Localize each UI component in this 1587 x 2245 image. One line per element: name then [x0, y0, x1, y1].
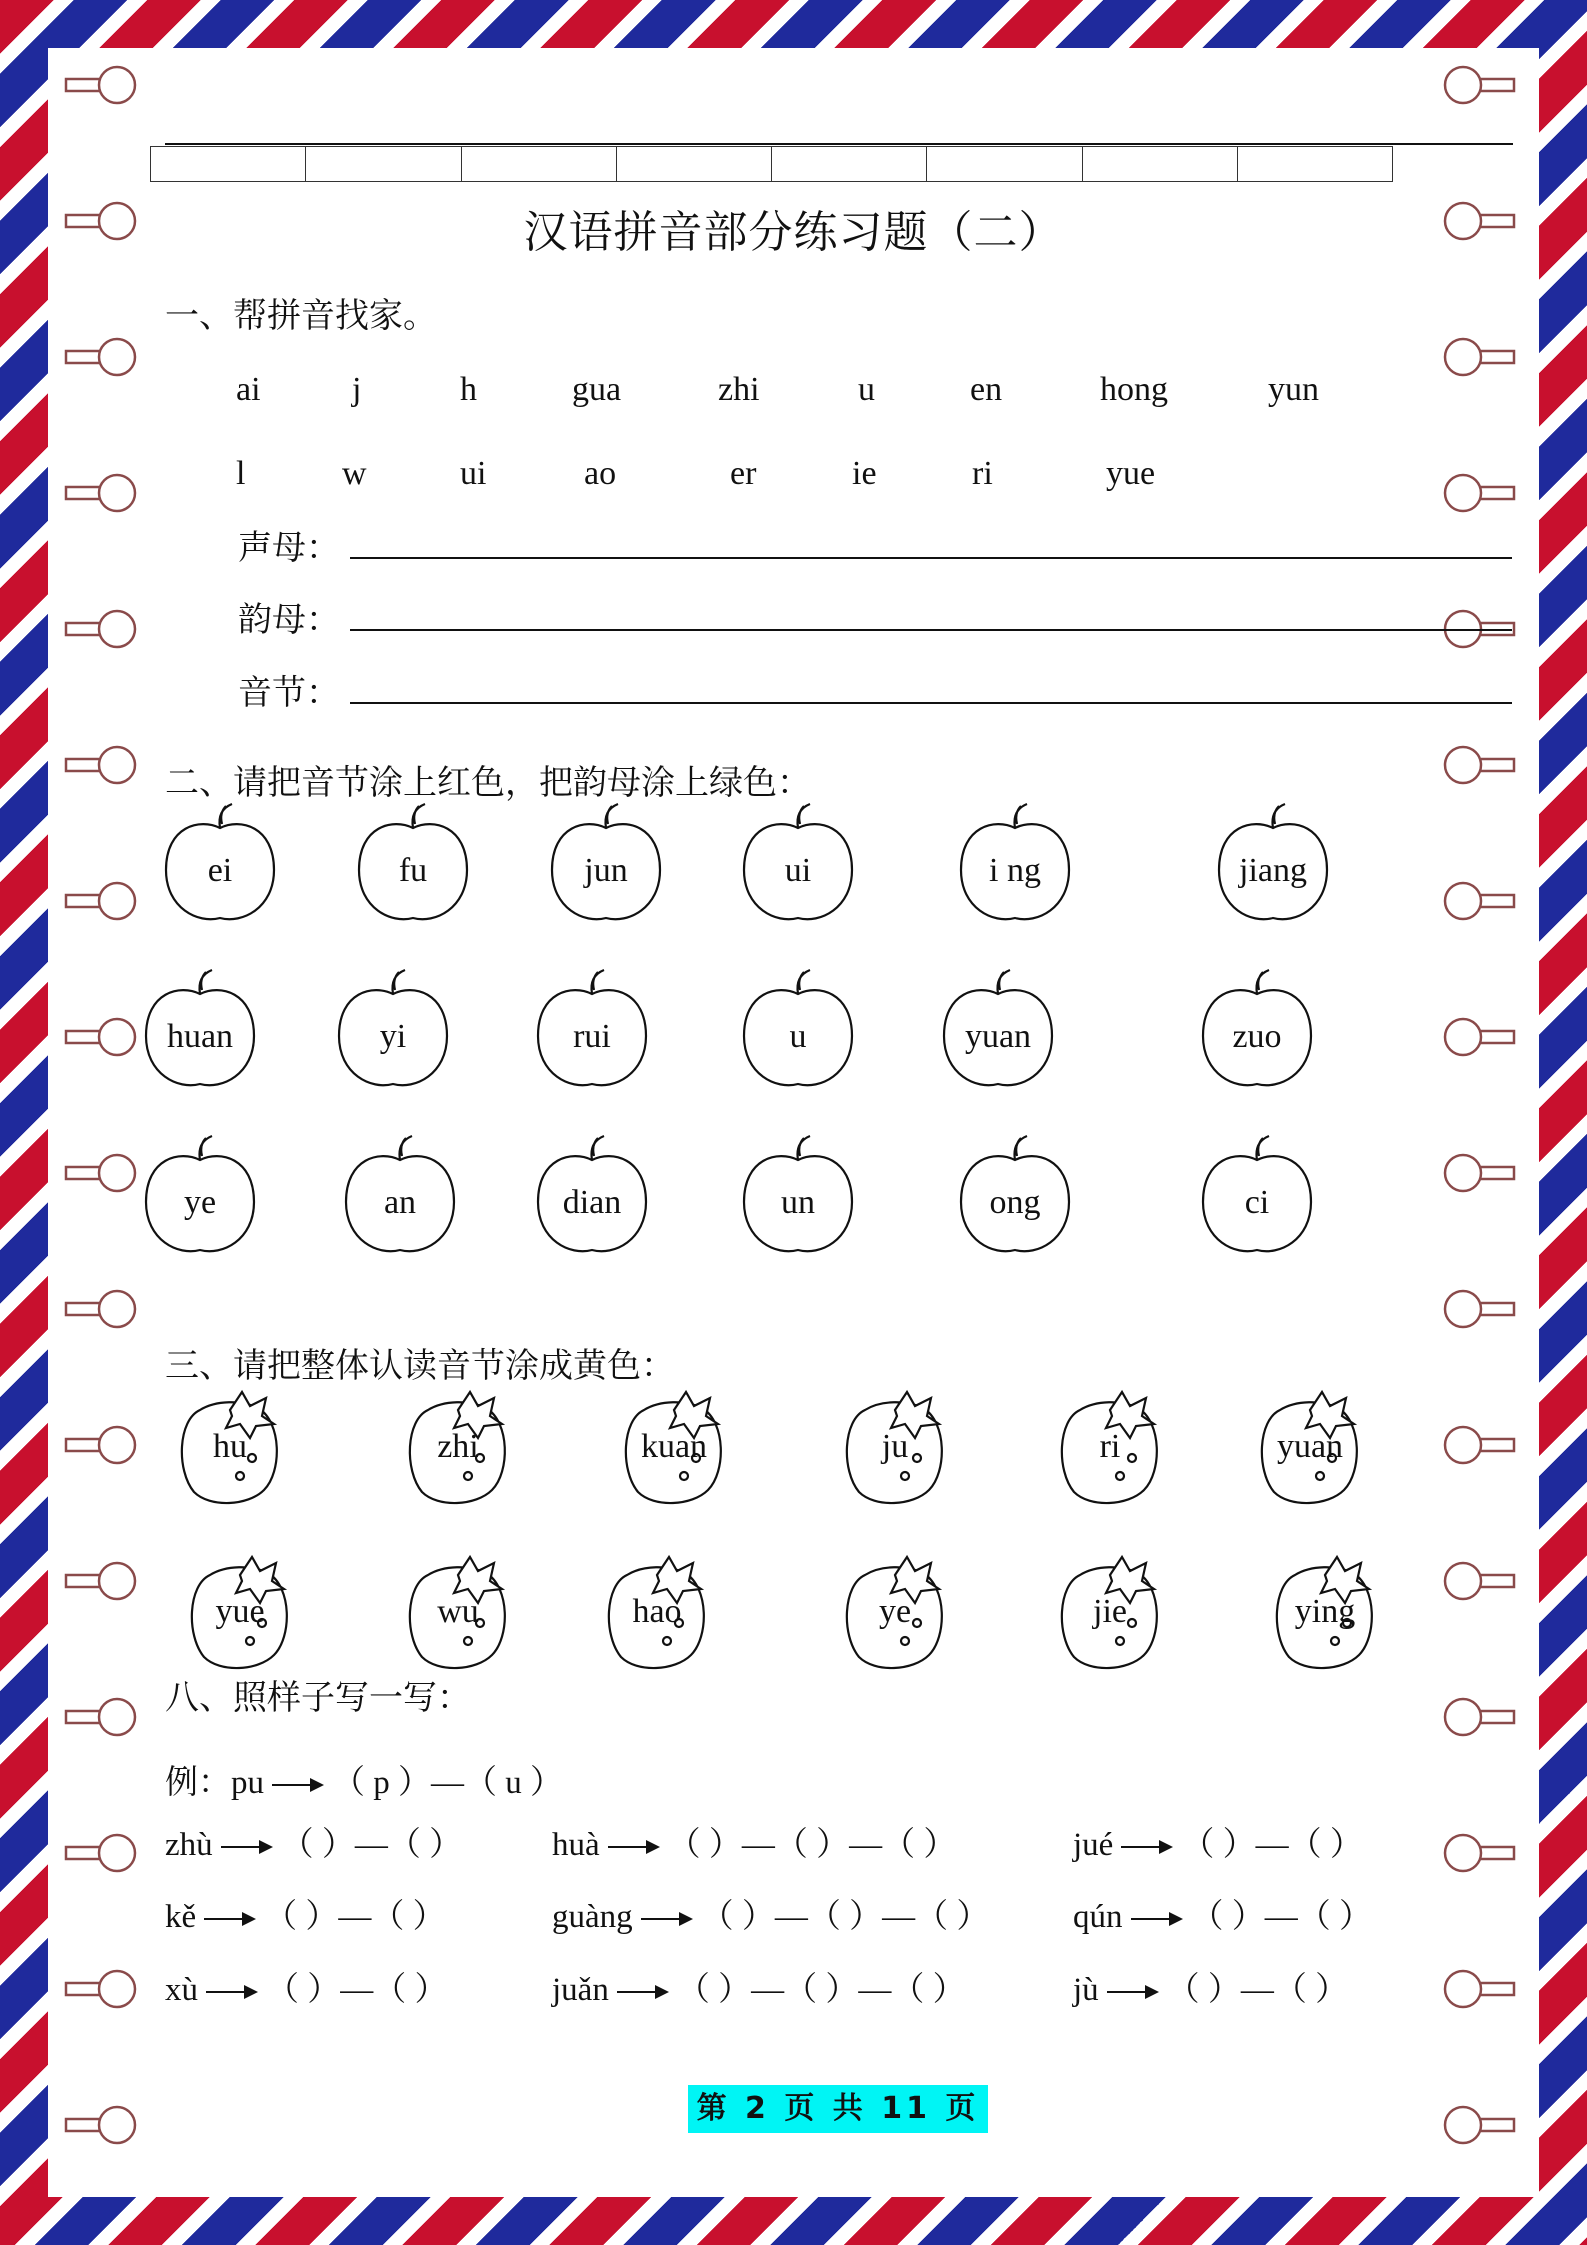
example-initial: p — [373, 1765, 390, 1801]
answer-blanks[interactable]: （ ）—（ ） — [1166, 1972, 1349, 2008]
strawberry-label: kuan — [640, 1428, 708, 1465]
strawberry-item[interactable] — [1050, 1545, 1170, 1675]
example-final: u — [505, 1765, 522, 1801]
apple-label: yuan — [964, 1018, 1032, 1055]
answer-blanks[interactable]: （ ）—（ ） — [280, 1827, 463, 1863]
pinyin-item[interactable]: ie — [852, 455, 877, 492]
strawberry-item[interactable] — [180, 1545, 300, 1675]
apple-item[interactable] — [938, 966, 1058, 1096]
answer-blanks[interactable]: （ ）—（ ）—（ ） — [667, 1827, 957, 1863]
pinyin-item[interactable]: j — [352, 371, 362, 408]
arrow-icon — [204, 1911, 256, 1927]
pinyin-item[interactable]: hong — [1100, 371, 1168, 408]
apple-item[interactable] — [532, 1132, 652, 1262]
apple-label: un — [781, 1184, 815, 1221]
arrow-icon — [1131, 1911, 1183, 1927]
pinyin-item[interactable]: h — [460, 371, 477, 408]
pinyin-item[interactable]: yun — [1268, 371, 1319, 408]
arrow-icon — [617, 1984, 669, 2000]
apple-label: dian — [562, 1184, 622, 1221]
apple-item[interactable] — [532, 966, 652, 1096]
exercise-syllable: kě — [165, 1899, 197, 1935]
apple-item[interactable] — [340, 1132, 460, 1262]
section2-heading: 二、请把音节涂上红色，把韵母涂上绿色： — [165, 765, 811, 802]
exercise-syllable: guàng — [552, 1899, 633, 1935]
apple-label: rui — [573, 1018, 611, 1055]
arrow-icon — [608, 1839, 660, 1855]
strawberry-item[interactable] — [835, 1380, 955, 1510]
example-syllable: 例：pu — [165, 1765, 264, 1801]
apple-item[interactable] — [738, 800, 858, 930]
apple-label: zuo — [1232, 1018, 1282, 1055]
apple-label: an — [383, 1184, 417, 1221]
strawberry-item[interactable] — [1050, 1380, 1170, 1510]
pinyin-item[interactable]: er — [730, 455, 757, 492]
strawberry-item[interactable] — [1250, 1380, 1370, 1510]
strawberry-label: ri — [1099, 1428, 1121, 1465]
apple-label: i ng — [989, 852, 1041, 889]
exercise-item — [165, 1818, 462, 1865]
apple-item[interactable] — [546, 800, 666, 930]
strawberry-label: hu — [213, 1428, 247, 1465]
pinyin-item[interactable]: zhi — [718, 371, 760, 408]
apple-label: fu — [398, 852, 428, 889]
page-title: 汉语拼音部分练习题（二） — [523, 208, 1064, 257]
label-yinjie: 音节： — [238, 675, 340, 712]
exercise-syllable: huà — [552, 1827, 600, 1863]
apple-label: ye — [183, 1184, 217, 1221]
exercise-item — [1073, 1890, 1372, 1937]
label-shengmu: 声母： — [238, 530, 340, 567]
answer-blanks[interactable]: （ ）—（ ）—（ ） — [700, 1899, 990, 1935]
strawberry-item[interactable] — [1265, 1545, 1385, 1675]
section3-heading: 三、请把整体认读音节涂成黄色： — [165, 1348, 675, 1385]
arrow-icon — [221, 1839, 273, 1855]
strawberry-label: ying — [1294, 1593, 1356, 1630]
apple-label: huan — [166, 1018, 234, 1055]
pinyin-item[interactable]: ri — [972, 455, 993, 492]
exercise-item — [552, 1818, 956, 1865]
apple-item[interactable] — [140, 966, 260, 1096]
exercise-syllable: zhù — [165, 1827, 213, 1863]
answer-line-yinjie[interactable] — [350, 702, 1512, 704]
answer-blanks[interactable]: （ ）—（ ） — [1190, 1899, 1372, 1935]
exercise-syllable: qún — [1073, 1899, 1123, 1935]
strawberry-item[interactable] — [170, 1380, 290, 1510]
answer-blanks[interactable]: （ ）—（ ） — [266, 1972, 448, 2008]
pinyin-item[interactable]: u — [858, 371, 875, 408]
exercise-item — [165, 1890, 446, 1937]
arrow-icon — [1107, 1984, 1159, 2000]
section8-heading: 八、照样子写一写： — [165, 1680, 471, 1717]
answer-line-shengmu[interactable] — [350, 557, 1512, 559]
apple-item[interactable] — [1197, 1132, 1317, 1262]
strawberry-label: yue — [215, 1593, 265, 1630]
apple-label: yi — [379, 1018, 407, 1055]
label-yunmu: 韵母： — [238, 602, 340, 639]
header-rule — [165, 143, 1513, 145]
apple-item[interactable] — [1213, 800, 1333, 930]
strawberry-item[interactable] — [835, 1545, 955, 1675]
pinyin-item[interactable]: ai — [236, 371, 261, 408]
apple-label: jun — [584, 852, 628, 889]
exercise-item — [165, 1963, 448, 2010]
apple-item[interactable] — [738, 1132, 858, 1262]
apple-item[interactable] — [140, 1132, 260, 1262]
page-number: 第 2 页 共 11 页 — [688, 2085, 988, 2133]
apple-label: ci — [1244, 1184, 1270, 1221]
strawberry-label: ye — [878, 1593, 912, 1630]
strawberry-label: zhi — [437, 1428, 479, 1465]
strawberry-label: wu — [437, 1593, 479, 1630]
strawberry-item[interactable] — [398, 1545, 518, 1675]
exercise-syllable: jué — [1073, 1827, 1114, 1863]
exercise-item — [1073, 1818, 1363, 1865]
answer-blanks[interactable]: （ ）—（ ）—（ ） — [676, 1972, 966, 2008]
answer-blanks[interactable]: （ ）—（ ） — [1181, 1827, 1363, 1863]
arrow-icon — [272, 1777, 324, 1793]
strawberry-item[interactable] — [398, 1380, 518, 1510]
arrow-icon — [641, 1911, 693, 1927]
apple-item[interactable] — [1197, 966, 1317, 1096]
strawberry-label: ju — [881, 1428, 909, 1465]
exercise-item — [552, 1963, 966, 2010]
apple-label: jiang — [1239, 852, 1307, 889]
arrow-icon — [1121, 1839, 1173, 1855]
apple-item[interactable] — [333, 966, 453, 1096]
exercise-syllable: xù — [165, 1972, 198, 2008]
pinyin-item[interactable]: l — [236, 455, 246, 492]
apple-item[interactable] — [955, 1132, 1075, 1262]
strawberry-item[interactable] — [597, 1545, 717, 1675]
section1-heading: 一、帮拼音找家。 — [165, 298, 437, 335]
pinyin-item[interactable]: ao — [584, 455, 617, 492]
strawberry-label: yuan — [1276, 1428, 1344, 1465]
pinyin-item[interactable]: gua — [572, 371, 622, 408]
apple-item[interactable] — [353, 800, 473, 930]
pinyin-item[interactable]: yue — [1106, 455, 1156, 492]
apple-item[interactable] — [738, 966, 858, 1096]
pinyin-item[interactable]: ui — [460, 455, 487, 492]
apple-item[interactable] — [955, 800, 1075, 930]
pinyin-item[interactable]: en — [970, 371, 1003, 408]
apple-label: u — [789, 1018, 807, 1055]
exercise-item — [1073, 1963, 1348, 2010]
apple-label: ui — [784, 852, 812, 889]
exercise-syllable: juǎn — [552, 1972, 609, 2008]
header-boxes — [150, 146, 1393, 182]
example-row: 例：pu （ p ）—（ u ） — [165, 1765, 563, 1801]
exercise-item — [552, 1890, 989, 1937]
arrow-icon — [206, 1984, 258, 2000]
strawberry-label: jie — [1093, 1593, 1127, 1630]
pinyin-item[interactable]: w — [342, 455, 367, 492]
apple-item[interactable] — [160, 800, 280, 930]
answer-blanks[interactable]: （ ）—（ ） — [264, 1899, 446, 1935]
apple-label: ong — [989, 1184, 1041, 1221]
exercise-syllable: jù — [1073, 1972, 1099, 2008]
strawberry-label: hao — [632, 1593, 682, 1630]
strawberry-item[interactable] — [614, 1380, 734, 1510]
apple-label: ei — [207, 852, 233, 889]
answer-line-yunmu[interactable] — [350, 629, 1512, 631]
